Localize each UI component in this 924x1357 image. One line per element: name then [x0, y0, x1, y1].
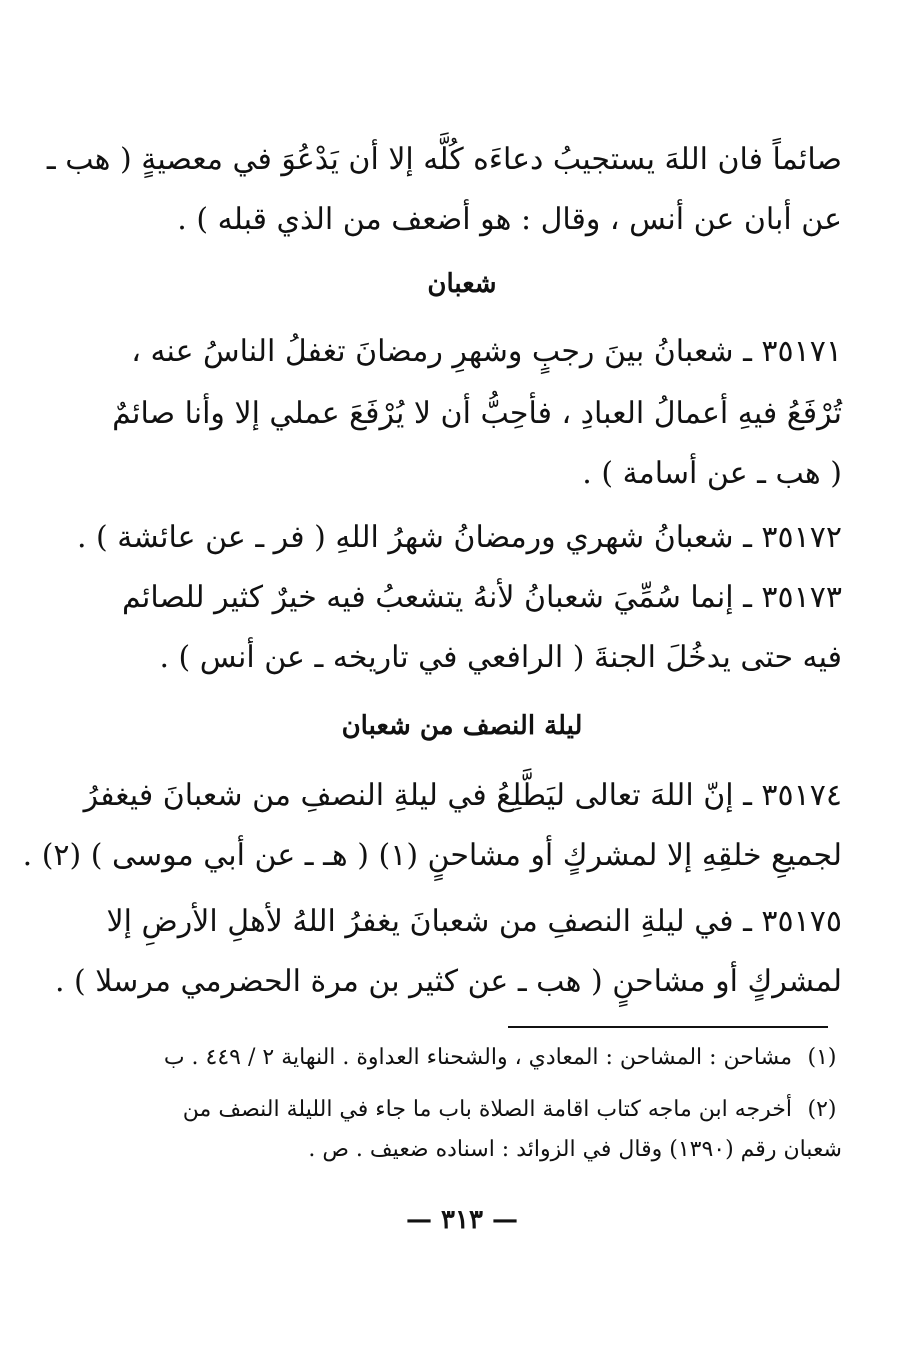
text-line-1: صائماً فان اللهَ يستجيبُ دعاءَه كُلَّه إلا أن يَدْعُوَ في معصيةٍ ( هب ـ	[46, 142, 842, 177]
footnote-2-text-line-2: شعبان رقم (١٣٩٠) وقال في الزوائد : اسناده ضعيف . ص .	[308, 1137, 842, 1162]
hadith-35171-line-1: ٣٥١٧١ ـ شعبانُ بينَ رجبٍ وشهرِ رمضانَ تغفلُ الناسُ عنه ،	[131, 334, 842, 369]
hadith-35173-line-2: فيه حتى يدخُلَ الجنةَ ( الرافعي في تاريخه ـ عن أنس ) .	[159, 640, 842, 675]
footnote-divider	[508, 1026, 828, 1028]
hadith-35174-line-2: لجميعِ خلقِهِ إلا لمشركٍ أو مشاحنٍ (١) ( هـ ـ عن أبي موسى ) (٢) .	[22, 838, 842, 873]
section-heading-shaban: شعبان	[427, 269, 497, 299]
footnote-2-text-line-1: أخرجه ابن ماجه كتاب اقامة الصلاة باب ما جاء في الليلة النصف من	[182, 1097, 792, 1122]
hadith-35174-line-1: ٣٥١٧٤ ـ إنّ اللهَ تعالى ليَطَّلِعُ في ليلةِ النصفِ من شعبانَ فيغفرُ	[83, 778, 842, 813]
section-heading-mid-shaban: ليلة النصف من شعبان	[341, 711, 583, 741]
hadith-35173-line-1: ٣٥١٧٣ ـ إنما سُمِّيَ شعبانُ لأنهُ يتشعبُ فيه خيرٌ كثير للصائم	[122, 580, 842, 615]
hadith-35175-line-2: لمشركٍ أو مشاحنٍ ( هب ـ عن كثير بن مرة الحضرمي مرسلا ) .	[54, 964, 842, 999]
hadith-35171-line-2: تُرْفَعُ فيهِ أعمالُ العبادِ ، فأحِبُّ أن لا يُرْفَعَ عملي إلا وأنا صائمٌ	[112, 396, 842, 431]
footnote-2-number: (٢)	[807, 1097, 837, 1122]
hadith-35175-line-1: ٣٥١٧٥ ـ في ليلةِ النصفِ من شعبانَ يغفرُ اللهُ لأهلِ الأرضِ إلا	[106, 904, 842, 939]
hadith-35171-line-3: ( هب ـ عن أسامة ) .	[582, 456, 842, 491]
footnote-1-number: (١)	[807, 1045, 837, 1070]
page-number: — ٣١٣ —	[405, 1205, 519, 1235]
hadith-35172: ٣٥١٧٢ ـ شعبانُ شهري ورمضانُ شهرُ اللهِ ( فر ـ عن عائشة ) .	[76, 520, 842, 555]
text-line-2: عن أبان عن أنس ، وقال : هو أضعف من الذي قبله ) .	[177, 202, 842, 237]
footnote-1-text: مشاحن : المشاحن : المعادي ، والشحناء العداوة . النهاية ٢ / ٤٤٩ . ب	[163, 1045, 792, 1070]
footnote-1	[142, 1042, 842, 1074]
footnote-2-line-2	[142, 1134, 842, 1166]
footnote-2	[142, 1094, 842, 1126]
